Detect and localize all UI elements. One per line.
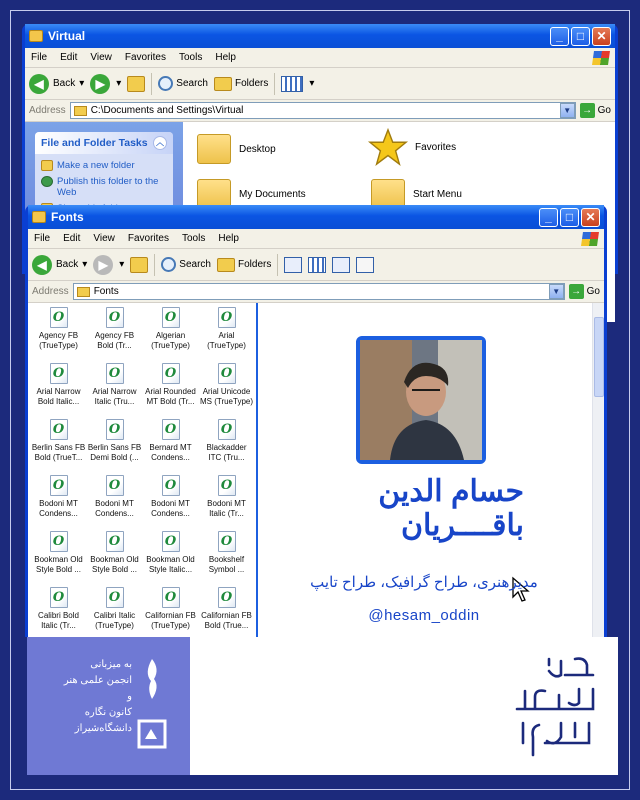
font-name-line1: Californian FB bbox=[145, 611, 196, 620]
menu-edit[interactable]: Edit bbox=[60, 52, 78, 63]
search-button[interactable] bbox=[158, 76, 208, 91]
font-name-line2: (TrueType) bbox=[95, 620, 134, 630]
profile-name bbox=[378, 475, 524, 543]
back-button[interactable] bbox=[32, 255, 87, 275]
font-name-line2: ITC (Tru... bbox=[208, 452, 245, 462]
font-name-line2: Italic (Tr... bbox=[41, 620, 76, 630]
font-item[interactable] bbox=[87, 307, 142, 363]
menu-file[interactable]: File bbox=[31, 52, 48, 63]
font-name-line2: Condens... bbox=[95, 508, 134, 518]
opentype-font-icon: O bbox=[106, 531, 124, 552]
folder-icon bbox=[29, 30, 43, 42]
go-arrow-icon: → bbox=[580, 103, 595, 118]
opentype-font-icon: O bbox=[218, 307, 236, 328]
font-name-line1: Bodoni MT bbox=[95, 499, 134, 508]
font-item[interactable] bbox=[199, 419, 254, 475]
forward-button[interactable]: ▶ bbox=[93, 255, 113, 275]
virtual-title: Virtual bbox=[48, 29, 86, 43]
font-name-line1: Berlin Sans FB bbox=[31, 443, 86, 452]
folders-label: Folders bbox=[234, 78, 269, 89]
chevron-down-icon[interactable]: ▾ bbox=[82, 259, 88, 270]
font-name-line2: (TrueType) bbox=[151, 340, 190, 350]
font-name bbox=[31, 387, 86, 406]
toolbar-separator bbox=[151, 73, 152, 95]
font-name bbox=[199, 555, 254, 574]
font-name bbox=[143, 499, 198, 518]
font-name-line1: Berlin Sans FB bbox=[87, 443, 142, 452]
opentype-font-icon: O bbox=[50, 307, 68, 328]
fonts-folder-icon bbox=[32, 211, 46, 223]
font-name bbox=[31, 555, 86, 574]
task-publish-web[interactable] bbox=[41, 176, 167, 198]
art-association-logo bbox=[143, 657, 161, 701]
font-name bbox=[143, 387, 198, 406]
negareh-logo bbox=[137, 719, 167, 749]
search-label: Search bbox=[179, 259, 211, 270]
views-icon[interactable] bbox=[281, 76, 303, 92]
chevron-down-icon[interactable]: ▾ bbox=[309, 78, 315, 89]
address-value: C:\Documents and Settings\Virtual bbox=[90, 105, 244, 116]
address-input[interactable] bbox=[73, 283, 565, 300]
font-item[interactable] bbox=[199, 475, 254, 531]
opentype-font-icon: O bbox=[218, 531, 236, 552]
opentype-font-icon: O bbox=[162, 363, 180, 384]
font-item[interactable] bbox=[87, 419, 142, 475]
font-name-line1: Bookman Old bbox=[34, 555, 83, 564]
opentype-font-icon: O bbox=[106, 475, 124, 496]
folders-icon bbox=[214, 77, 232, 91]
font-name-line2: Bold (TrueT... bbox=[34, 452, 83, 462]
font-name bbox=[87, 555, 142, 574]
address-dropdown[interactable]: ▼ bbox=[549, 284, 564, 299]
opentype-font-icon: O bbox=[162, 307, 180, 328]
toolbar-separator bbox=[154, 254, 155, 276]
fonts-window bbox=[25, 205, 607, 637]
font-name-line1: Calibri Bold bbox=[38, 611, 79, 620]
go-label: Go bbox=[586, 286, 600, 297]
opentype-font-icon: O bbox=[106, 363, 124, 384]
host-line4: کانون نگاره bbox=[84, 707, 132, 718]
task-new-folder[interactable] bbox=[41, 160, 167, 171]
font-name-line2: Bold Italic... bbox=[37, 396, 80, 406]
menu-favorites[interactable]: Favorites bbox=[127, 233, 169, 244]
event-line1 bbox=[559, 653, 592, 667]
menu-file[interactable]: File bbox=[34, 233, 51, 244]
address-input[interactable] bbox=[70, 102, 576, 119]
chevron-down-icon[interactable]: ▾ bbox=[116, 78, 122, 89]
large-icons-view-icon[interactable] bbox=[284, 257, 302, 273]
font-name-line1: Bernard MT bbox=[149, 443, 192, 452]
maximize-button[interactable]: □ bbox=[560, 208, 579, 227]
host-line3: و bbox=[127, 691, 132, 702]
chevron-down-icon[interactable]: ▾ bbox=[119, 259, 125, 270]
menu-favorites[interactable]: Favorites bbox=[124, 52, 166, 63]
minimize-button[interactable]: _ bbox=[550, 27, 569, 46]
opentype-font-icon: O bbox=[218, 475, 236, 496]
back-button[interactable] bbox=[29, 74, 84, 94]
close-button[interactable]: ✕ bbox=[592, 27, 611, 46]
globe-icon bbox=[41, 176, 53, 187]
font-name-line2: MT Bold (Tr... bbox=[146, 396, 195, 406]
folder-up-icon[interactable] bbox=[127, 76, 145, 92]
search-icon bbox=[161, 257, 176, 272]
event-line2 bbox=[559, 667, 592, 681]
font-name bbox=[143, 555, 198, 574]
font-name-line2: (TrueType) bbox=[207, 340, 246, 350]
font-name-line1: Bookshelf bbox=[208, 555, 245, 564]
vertical-scrollbar[interactable] bbox=[592, 303, 604, 645]
font-name-line2: Condens... bbox=[151, 508, 190, 518]
font-name-line2: Condens... bbox=[151, 452, 190, 462]
file-item-favorites[interactable] bbox=[369, 128, 456, 166]
folder-up-icon[interactable] bbox=[130, 257, 148, 273]
font-name-line1: Californian FB bbox=[201, 611, 252, 620]
font-name bbox=[199, 387, 254, 406]
font-item[interactable] bbox=[143, 587, 198, 643]
opentype-font-icon: O bbox=[50, 587, 68, 608]
opentype-font-icon: O bbox=[162, 475, 180, 496]
opentype-font-icon: O bbox=[106, 419, 124, 440]
font-name-line2: (TrueType) bbox=[39, 340, 78, 350]
host-text bbox=[64, 657, 132, 737]
list-view-icon[interactable] bbox=[308, 257, 326, 273]
font-item[interactable] bbox=[87, 531, 142, 587]
font-name bbox=[87, 331, 142, 350]
menu-help[interactable]: Help bbox=[215, 52, 236, 63]
font-name bbox=[199, 443, 254, 462]
font-item[interactable] bbox=[143, 363, 198, 419]
back-arrow-icon: ◀ bbox=[32, 255, 52, 275]
font-name-line2: Demi Bold (... bbox=[90, 452, 139, 462]
task-panel-title: File and Folder Tasks bbox=[41, 137, 148, 149]
font-item[interactable] bbox=[199, 531, 254, 587]
go-label: Go bbox=[597, 105, 611, 116]
task-panel-header[interactable] bbox=[35, 132, 173, 154]
new-folder-icon bbox=[41, 160, 53, 171]
file-label: Desktop bbox=[239, 143, 276, 155]
font-item[interactable] bbox=[87, 475, 142, 531]
profile-name-line1: حسام الدین bbox=[378, 475, 524, 508]
opentype-font-icon: O bbox=[50, 531, 68, 552]
font-name bbox=[87, 387, 142, 406]
font-name bbox=[31, 331, 86, 350]
address-dropdown[interactable]: ▼ bbox=[560, 103, 575, 118]
go-button[interactable] bbox=[569, 284, 600, 299]
font-name-line1: Agency FB bbox=[38, 331, 79, 340]
event-line3 bbox=[559, 681, 592, 695]
opentype-font-icon: O bbox=[162, 531, 180, 552]
file-label: My Documents bbox=[239, 188, 306, 200]
folders-button[interactable] bbox=[214, 77, 268, 91]
font-name bbox=[87, 499, 142, 518]
maximize-button[interactable]: □ bbox=[571, 27, 590, 46]
font-item[interactable] bbox=[31, 363, 86, 419]
profile-name-line2: باقــــریان bbox=[400, 509, 524, 542]
opentype-font-icon: O bbox=[50, 475, 68, 496]
font-name-line1: Agency FB bbox=[94, 331, 135, 340]
host-line2: انجمن علمی هنر bbox=[63, 675, 132, 686]
opentype-font-icon: O bbox=[218, 419, 236, 440]
font-item[interactable] bbox=[143, 475, 198, 531]
font-item[interactable] bbox=[87, 363, 142, 419]
search-button[interactable] bbox=[161, 257, 211, 272]
collapse-icon[interactable]: ︿ bbox=[153, 136, 167, 150]
file-item-desktop[interactable] bbox=[197, 134, 276, 164]
search-label: Search bbox=[176, 78, 208, 89]
scrollbar-thumb[interactable] bbox=[594, 317, 604, 397]
profile-role: مدیرهنری، طراح گرافیک، طراح تایپ bbox=[310, 574, 538, 591]
host-line1: به میزبانی bbox=[90, 659, 132, 670]
font-name-line2: (TrueType) bbox=[151, 620, 190, 630]
font-name bbox=[87, 611, 142, 630]
go-arrow-icon: → bbox=[569, 284, 584, 299]
opentype-font-icon: O bbox=[50, 363, 68, 384]
font-name-line2: Condens... bbox=[39, 508, 78, 518]
windows-logo-icon bbox=[581, 232, 599, 246]
virtual-address-bar bbox=[25, 100, 615, 122]
host-panel bbox=[27, 637, 190, 775]
menu-view[interactable]: View bbox=[93, 233, 115, 244]
font-item[interactable] bbox=[31, 419, 86, 475]
fonts-menubar bbox=[28, 229, 604, 249]
font-item[interactable] bbox=[87, 587, 142, 643]
font-name-line2: Bold (True... bbox=[204, 620, 249, 630]
font-item[interactable] bbox=[31, 531, 86, 587]
profile-handle: @hesam_oddin bbox=[368, 607, 480, 624]
font-item[interactable] bbox=[31, 587, 86, 643]
font-item[interactable] bbox=[199, 587, 254, 643]
task-label: Make a new folder bbox=[57, 160, 135, 171]
portrait-image bbox=[360, 340, 482, 460]
virtual-menubar bbox=[25, 48, 615, 68]
opentype-font-icon: O bbox=[218, 363, 236, 384]
opentype-font-icon: O bbox=[162, 419, 180, 440]
back-arrow-icon: ◀ bbox=[29, 74, 49, 94]
go-button[interactable] bbox=[580, 103, 611, 118]
font-name-line2: Style Bold ... bbox=[36, 564, 81, 574]
folder-icon bbox=[197, 134, 231, 164]
fonts-titlebar[interactable] bbox=[28, 205, 604, 229]
font-name bbox=[87, 443, 142, 462]
font-name-line1: Bodoni MT bbox=[151, 499, 190, 508]
opentype-font-icon: O bbox=[162, 587, 180, 608]
font-item[interactable] bbox=[31, 307, 86, 363]
host-line5: دانشگاه‌شیراز bbox=[74, 723, 132, 734]
address-label: Address bbox=[29, 105, 66, 116]
font-name-line1: Bodoni MT bbox=[39, 499, 78, 508]
font-name-line2: Bold (Tr... bbox=[97, 340, 132, 350]
search-icon bbox=[158, 76, 173, 91]
font-name-line2: Symbol ... bbox=[208, 564, 245, 574]
file-label: Favorites bbox=[415, 141, 457, 153]
file-label: Start Menu bbox=[413, 188, 462, 200]
windows-logo-icon bbox=[592, 51, 610, 65]
font-name-line2: Italic (Tru... bbox=[94, 396, 135, 406]
forward-button[interactable]: ▶ bbox=[90, 74, 110, 94]
font-name bbox=[199, 611, 254, 630]
menu-help[interactable]: Help bbox=[218, 233, 239, 244]
minimize-button[interactable]: _ bbox=[539, 208, 558, 227]
font-item[interactable] bbox=[143, 307, 198, 363]
font-item[interactable] bbox=[199, 307, 254, 363]
toolbar-separator bbox=[274, 73, 275, 95]
address-label: Address bbox=[32, 286, 69, 297]
font-name bbox=[143, 443, 198, 462]
font-preview-pane bbox=[256, 303, 604, 645]
font-name bbox=[31, 611, 86, 630]
event-panel bbox=[190, 637, 618, 775]
menu-tools[interactable]: Tools bbox=[181, 233, 206, 244]
back-label: Back bbox=[53, 78, 76, 89]
font-grid bbox=[28, 303, 256, 645]
fonts-toolbar bbox=[28, 249, 604, 281]
font-name-line1: Bookman Old bbox=[146, 555, 195, 564]
folders-label: Folders bbox=[237, 259, 272, 270]
font-name-line1: Bodoni MT bbox=[207, 499, 246, 508]
font-name-line1: Arial Narrow bbox=[92, 387, 137, 396]
font-name-line2: MS (TrueType) bbox=[199, 396, 254, 406]
font-name-line2: Italic (Tr... bbox=[209, 508, 244, 518]
font-name bbox=[199, 331, 254, 350]
folders-button[interactable] bbox=[217, 258, 271, 272]
address-value: Fonts bbox=[93, 286, 119, 297]
task-label: Publish this folder to the Web bbox=[57, 176, 159, 198]
font-item[interactable] bbox=[199, 363, 254, 419]
opentype-font-icon: O bbox=[218, 587, 236, 608]
font-name bbox=[31, 443, 86, 462]
font-name bbox=[31, 499, 86, 518]
menu-tools[interactable]: Tools bbox=[178, 52, 203, 63]
font-name bbox=[143, 331, 198, 350]
star-icon bbox=[369, 128, 407, 166]
font-name-line1: Arial Narrow bbox=[36, 387, 81, 396]
profile-photo bbox=[356, 336, 486, 464]
font-name-line1: Bookman Old bbox=[90, 555, 139, 564]
opentype-font-icon: O bbox=[106, 307, 124, 328]
fonts-title: Fonts bbox=[51, 210, 84, 224]
opentype-font-icon: O bbox=[50, 419, 68, 440]
virtual-titlebar[interactable] bbox=[25, 24, 615, 48]
chevron-down-icon[interactable]: ▾ bbox=[79, 78, 85, 89]
similarity-view-icon[interactable] bbox=[332, 257, 350, 273]
font-item[interactable] bbox=[143, 531, 198, 587]
font-item[interactable] bbox=[31, 475, 86, 531]
font-name-line1: Arial Rounded bbox=[145, 387, 196, 396]
font-name-line1: Arial bbox=[218, 331, 235, 340]
font-name-line1: Algerian bbox=[155, 331, 186, 340]
virtual-toolbar bbox=[25, 68, 615, 100]
menu-view[interactable]: View bbox=[90, 52, 112, 63]
opentype-font-icon: O bbox=[106, 587, 124, 608]
font-name-line1: Calibri Italic bbox=[93, 611, 136, 620]
font-name-line1: Arial Unicode bbox=[202, 387, 251, 396]
font-item[interactable] bbox=[143, 419, 198, 475]
details-view-icon[interactable] bbox=[356, 257, 374, 273]
menu-edit[interactable]: Edit bbox=[63, 233, 81, 244]
folder-icon bbox=[77, 287, 90, 297]
font-name-line2: Style Bold ... bbox=[92, 564, 137, 574]
folders-icon bbox=[217, 258, 235, 272]
folder-icon bbox=[74, 106, 87, 116]
font-name-line1: Blackadder bbox=[206, 443, 247, 452]
fonts-address-bar bbox=[28, 281, 604, 303]
font-name bbox=[143, 611, 198, 630]
toolbar-separator bbox=[277, 254, 278, 276]
back-label: Back bbox=[56, 259, 79, 270]
close-button[interactable]: ✕ bbox=[581, 208, 600, 227]
font-name-line2: Style Italic... bbox=[148, 564, 193, 574]
font-name bbox=[199, 499, 254, 518]
